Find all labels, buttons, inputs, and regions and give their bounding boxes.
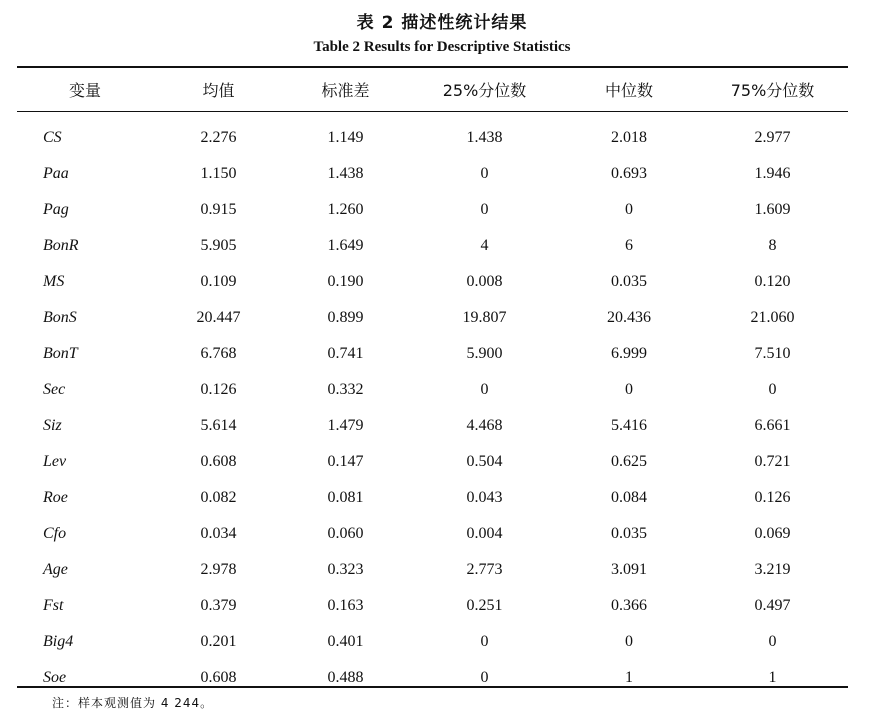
median-cell: 6.999: [611, 345, 647, 362]
p75-cell: 6.661: [754, 417, 791, 434]
p75-cell: 3.219: [754, 561, 791, 578]
table-row: [17, 192, 848, 228]
p75-cell: 0.497: [754, 597, 791, 614]
table-note: 注：样本观测值为 4 244。: [52, 696, 214, 710]
mean-cell: 6.768: [200, 345, 237, 362]
mean-cell: 0.082: [200, 489, 237, 506]
mean-cell: 2.276: [200, 129, 237, 146]
variable-cell: Pag: [43, 201, 69, 218]
header-std-dev: 标准差: [321, 81, 370, 100]
p25-cell: 0.043: [466, 489, 503, 506]
std-dev-cell: 0.401: [327, 633, 364, 650]
p75-cell: 1.609: [754, 201, 791, 218]
p25-cell: 0: [480, 201, 489, 218]
median-cell: 0: [625, 201, 633, 218]
table-row: [17, 480, 848, 516]
p25-cell: 0.504: [466, 453, 503, 470]
variable-cell: Roe: [43, 489, 68, 506]
table-row: [17, 444, 848, 480]
median-cell: 0.035: [611, 273, 647, 290]
table-row: [17, 264, 848, 300]
median-cell: 0.693: [611, 165, 647, 182]
table-row: [17, 300, 848, 336]
median-cell: 5.416: [611, 417, 647, 434]
p75-cell: 1.946: [754, 165, 791, 182]
mean-cell: 5.905: [200, 237, 237, 254]
std-dev-cell: 1.260: [327, 201, 364, 218]
p25-cell: 0: [480, 633, 489, 650]
std-dev-cell: 0.741: [327, 345, 364, 362]
mean-cell: 5.614: [200, 417, 237, 434]
std-dev-cell: 0.147: [327, 453, 364, 470]
table-title-cn: 表 2 描述性统计结果: [356, 13, 528, 33]
table-row: [17, 336, 848, 372]
median-cell: 0.035: [611, 525, 647, 542]
table-row: [17, 408, 848, 444]
std-dev-cell: 0.060: [327, 525, 364, 542]
p75-cell: 0: [768, 381, 777, 398]
p25-cell: 0.004: [466, 525, 503, 542]
variable-cell: Fst: [43, 597, 64, 614]
std-dev-cell: 0.190: [327, 273, 364, 290]
median-cell: 6: [625, 237, 633, 254]
mean-cell: 0.608: [200, 453, 237, 470]
p75-cell: 0.120: [754, 273, 791, 290]
std-dev-cell: 0.899: [327, 309, 364, 326]
p25-cell: 19.807: [462, 309, 507, 326]
std-dev-cell: 0.323: [327, 561, 364, 578]
p75-cell: 7.510: [754, 345, 791, 362]
median-cell: 0.366: [611, 597, 647, 614]
mean-cell: 0.201: [200, 633, 237, 650]
median-cell: 0: [625, 633, 633, 650]
median-cell: 0: [625, 381, 633, 398]
p75-cell: 21.060: [750, 309, 795, 326]
table-title-en: Table 2 Results for Descriptive Statistics: [313, 39, 571, 55]
mean-cell: 0.109: [200, 273, 237, 290]
p75-cell: 0.069: [754, 525, 791, 542]
mean-cell: 0.915: [200, 201, 237, 218]
p75-cell: 0.721: [754, 453, 791, 470]
variable-cell: Lev: [43, 453, 67, 470]
p25-cell: 4: [480, 237, 489, 254]
variable-cell: Cfo: [43, 525, 67, 542]
p25-cell: 0: [480, 165, 489, 182]
variable-cell: Big4: [43, 633, 74, 650]
p75-cell: 2.977: [754, 129, 791, 146]
p75-cell: 1: [768, 669, 777, 686]
std-dev-cell: 1.149: [327, 129, 364, 146]
header-p75: 75%分位数: [730, 81, 815, 100]
header-p25: 25%分位数: [442, 81, 527, 100]
variable-cell: CS: [43, 129, 62, 146]
median-cell: 0.084: [611, 489, 647, 506]
p25-cell: 1.438: [466, 129, 503, 146]
variable-cell: Paa: [43, 165, 69, 182]
header-median: 中位数: [604, 81, 653, 100]
std-dev-cell: 1.438: [327, 165, 364, 182]
table-row: [17, 624, 848, 660]
mean-cell: 1.150: [200, 165, 237, 182]
table-row: [17, 660, 848, 696]
p25-cell: 2.773: [466, 561, 503, 578]
table-row: [17, 228, 848, 264]
std-dev-cell: 0.081: [327, 489, 364, 506]
p75-cell: 0: [768, 633, 777, 650]
p25-cell: 0.008: [466, 273, 503, 290]
p25-cell: 5.900: [466, 345, 503, 362]
table-row: [17, 516, 848, 552]
std-dev-cell: 0.163: [327, 597, 364, 614]
table-header-row: [17, 68, 848, 111]
p75-cell: 0.126: [754, 489, 791, 506]
header-mean: 均值: [202, 81, 235, 100]
variable-cell: BonR: [43, 237, 79, 254]
table-row: [17, 552, 848, 588]
variable-cell: BonT: [43, 345, 78, 362]
descriptive-statistics-table: [17, 68, 848, 696]
mean-cell: 0.608: [200, 669, 237, 686]
variable-cell: Siz: [43, 417, 62, 434]
median-cell: 3.091: [611, 561, 647, 578]
variable-cell: Soe: [43, 669, 67, 686]
mean-cell: 0.126: [200, 381, 237, 398]
median-cell: 2.018: [611, 129, 647, 146]
std-dev-cell: 0.332: [327, 381, 364, 398]
p25-cell: 4.468: [466, 417, 503, 434]
median-cell: 0.625: [611, 453, 647, 470]
p25-cell: 0.251: [466, 597, 503, 614]
variable-cell: BonS: [43, 309, 77, 326]
median-cell: 1: [625, 669, 633, 686]
mean-cell: 20.447: [196, 309, 241, 326]
mean-cell: 2.978: [200, 561, 237, 578]
p25-cell: 0: [480, 669, 489, 686]
median-cell: 20.436: [607, 309, 651, 326]
table-row: [17, 588, 848, 624]
std-dev-cell: 0.488: [327, 669, 364, 686]
table-row: [17, 111, 848, 156]
header-variable: 变量: [69, 81, 102, 100]
p25-cell: 0: [480, 381, 489, 398]
mean-cell: 0.379: [200, 597, 237, 614]
variable-cell: Sec: [43, 381, 66, 398]
std-dev-cell: 1.649: [327, 237, 364, 254]
mean-cell: 0.034: [200, 525, 237, 542]
variable-cell: Age: [43, 561, 68, 578]
table-body: [17, 111, 848, 696]
std-dev-cell: 1.479: [327, 417, 364, 434]
variable-cell: MS: [43, 273, 65, 290]
table-row: [17, 372, 848, 408]
table-row: [17, 156, 848, 192]
p75-cell: 8: [768, 237, 777, 254]
